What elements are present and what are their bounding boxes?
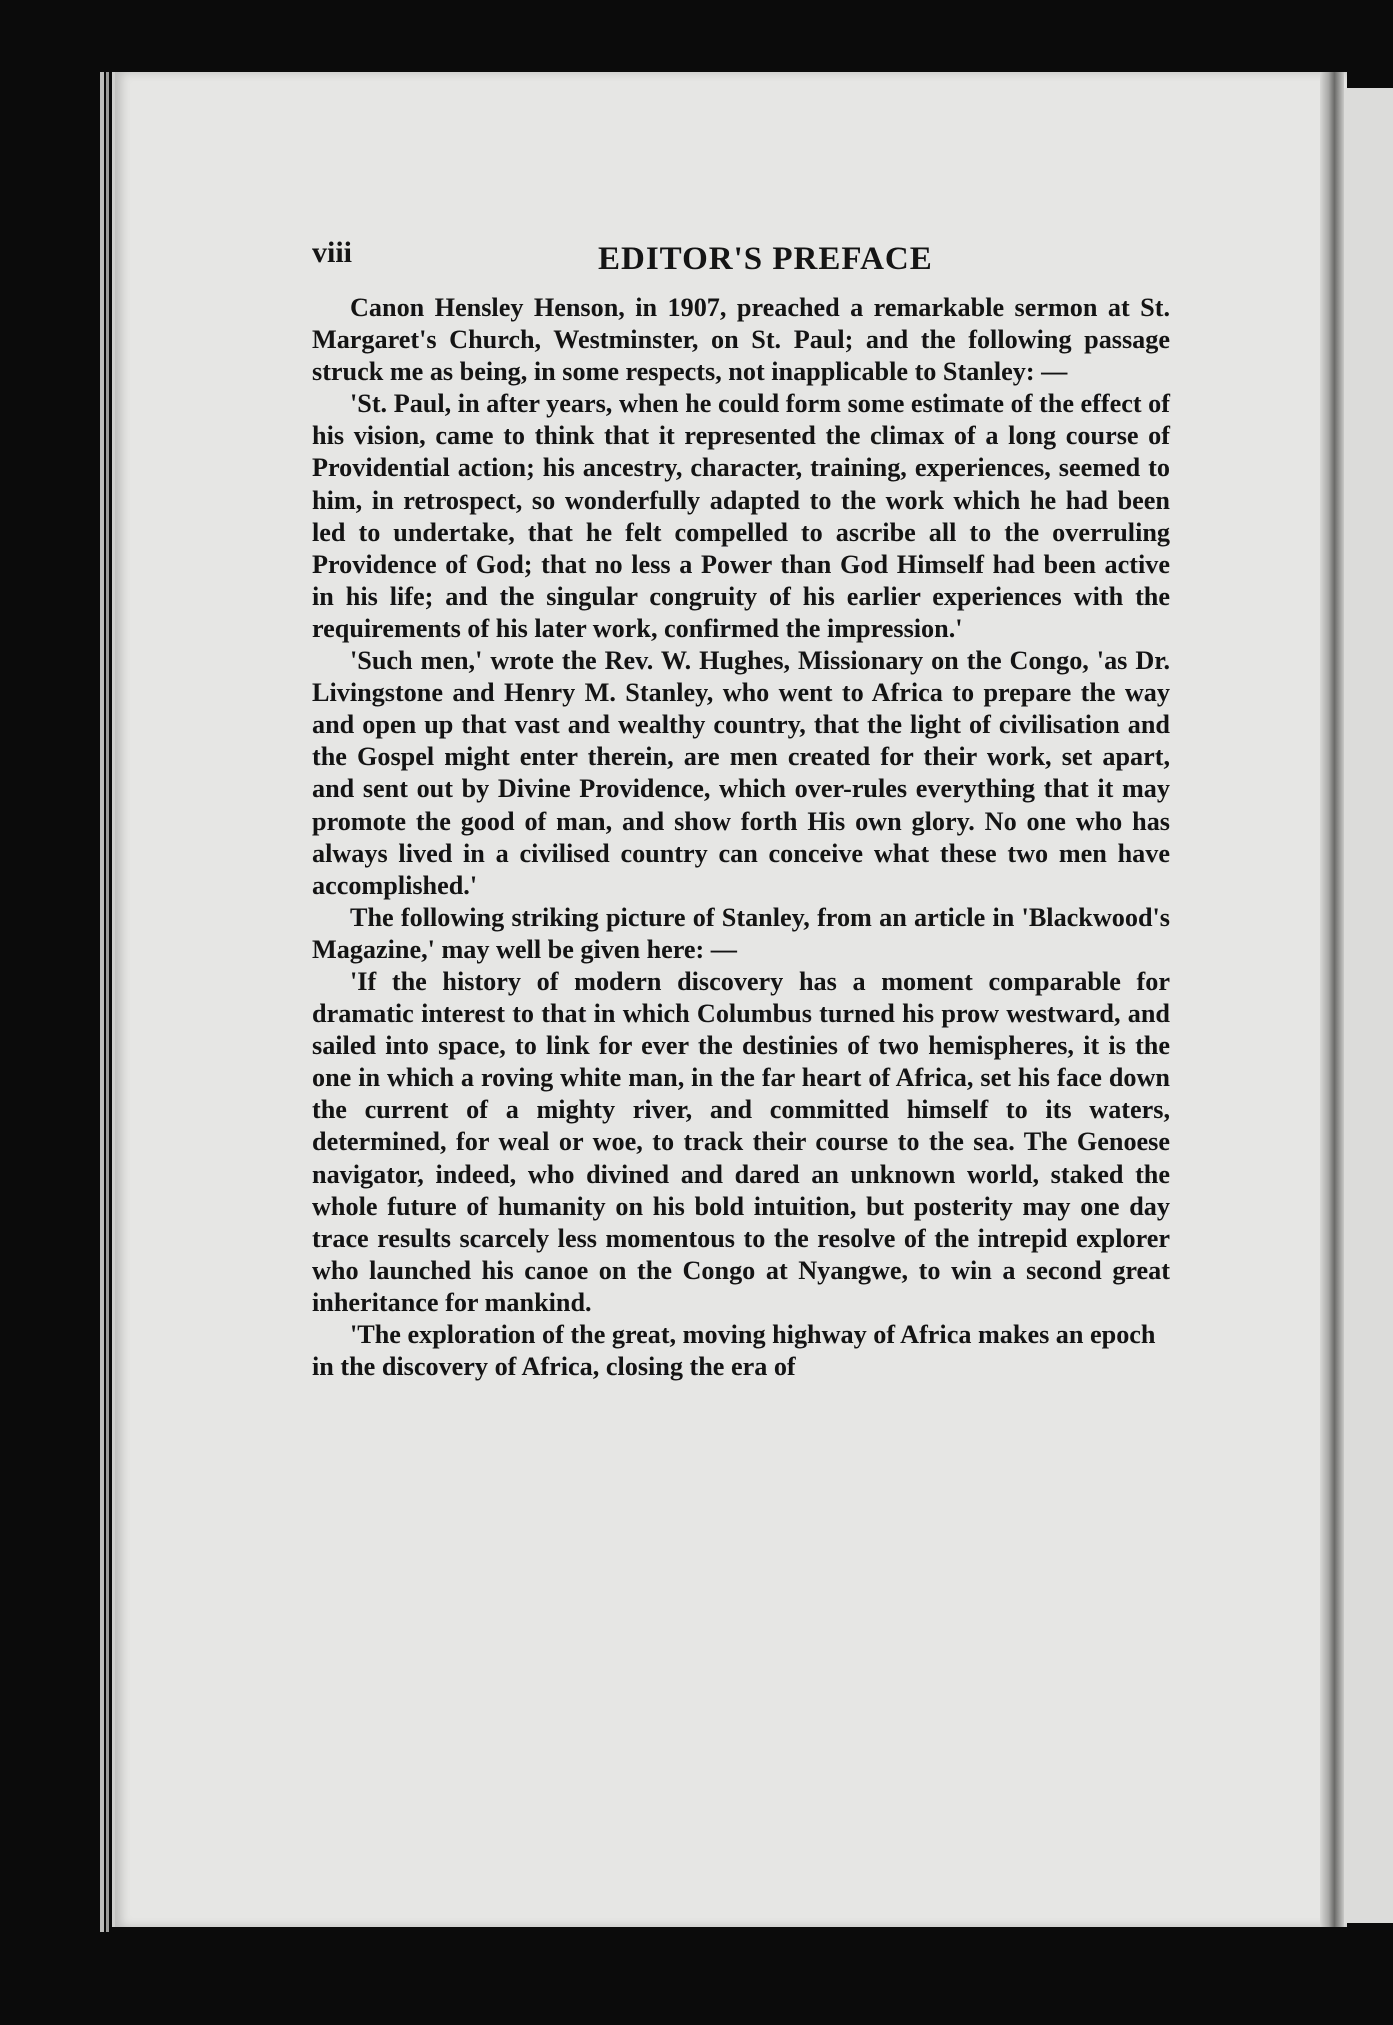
- page-edge: [106, 72, 109, 1932]
- paragraph: The following striking picture of Stanley, from an article in 'Blackwood's Magazine,' may well be given here: —: [312, 902, 1170, 964]
- page-header: [312, 236, 1232, 280]
- running-head: EDITOR'S PREFACE: [598, 241, 933, 277]
- paragraph: 'If the history of modern discovery has a moment comparable for dramatic interest to that in which Columbus turned his prow westward, and sailed into space, to link for ever the destinies of two hemispheres, it is the one in which a roving white man, in the far heart of Africa, set his face down the current of a mighty river, and committed himself to its waters, determined, for weal or woe, to track their course to the sea. The Genoese navigator, indeed, who divined and dared an unknown world, staked the whole future of humanity on his bold intuition, but posterity may one day trace results scarcely less momentous to the resolve of the intrepid explorer who launched his canoe on the Congo at Nyangwe, to win a second great inheritance for mankind.: [312, 966, 1170, 1317]
- body-text: [312, 292, 1170, 1383]
- paragraph: 'The exploration of the great, moving highway of Africa makes an epoch in the discovery of Africa, closing the era of: [312, 1320, 1156, 1382]
- page-number: viii: [312, 236, 353, 269]
- book-gutter: [1320, 72, 1344, 1927]
- paragraph: 'St. Paul, in after years, when he could form some estimate of the effect of his vision, came to think that it represented the climax of a long course of Providential action; his ancestry, character, training, experiences, seemed to him, in retrospect, so wonderfully adapted to the work which he had been led to undertake, that he felt compelled to ascribe all to the overruling Providence of God; that no less a Power than God Himself had been active in his life; and the singular congruity of his earlier experiences with the requirements of his later work, confirmed the impression.': [312, 389, 1170, 643]
- page-edge: [100, 72, 104, 1932]
- paragraph: 'Such men,' wrote the Rev. W. Hughes, Missionary on the Congo, 'as Dr. Livingstone and Henry M. Stanley, who went to Africa to prepare the way and open up that vast and wealthy country, that the light of civilisation and the Gospel might enter therein, are men created for their work, set apart, and sent out by Divine Providence, which over-rules everything that it may promote the good of man, and show forth His own glory. No one who has always lived in a civilised country can conceive what these two men have accomplished.': [312, 646, 1170, 900]
- adjacent-page-edge: [1344, 88, 1393, 1923]
- paragraph: Canon Hensley Henson, in 1907, preached a remarkable sermon at St. Margaret's Church, Westminster, on St. Paul; and the following passage struck me as being, in some respects, not inapplicable to Stanley: —: [312, 293, 1170, 387]
